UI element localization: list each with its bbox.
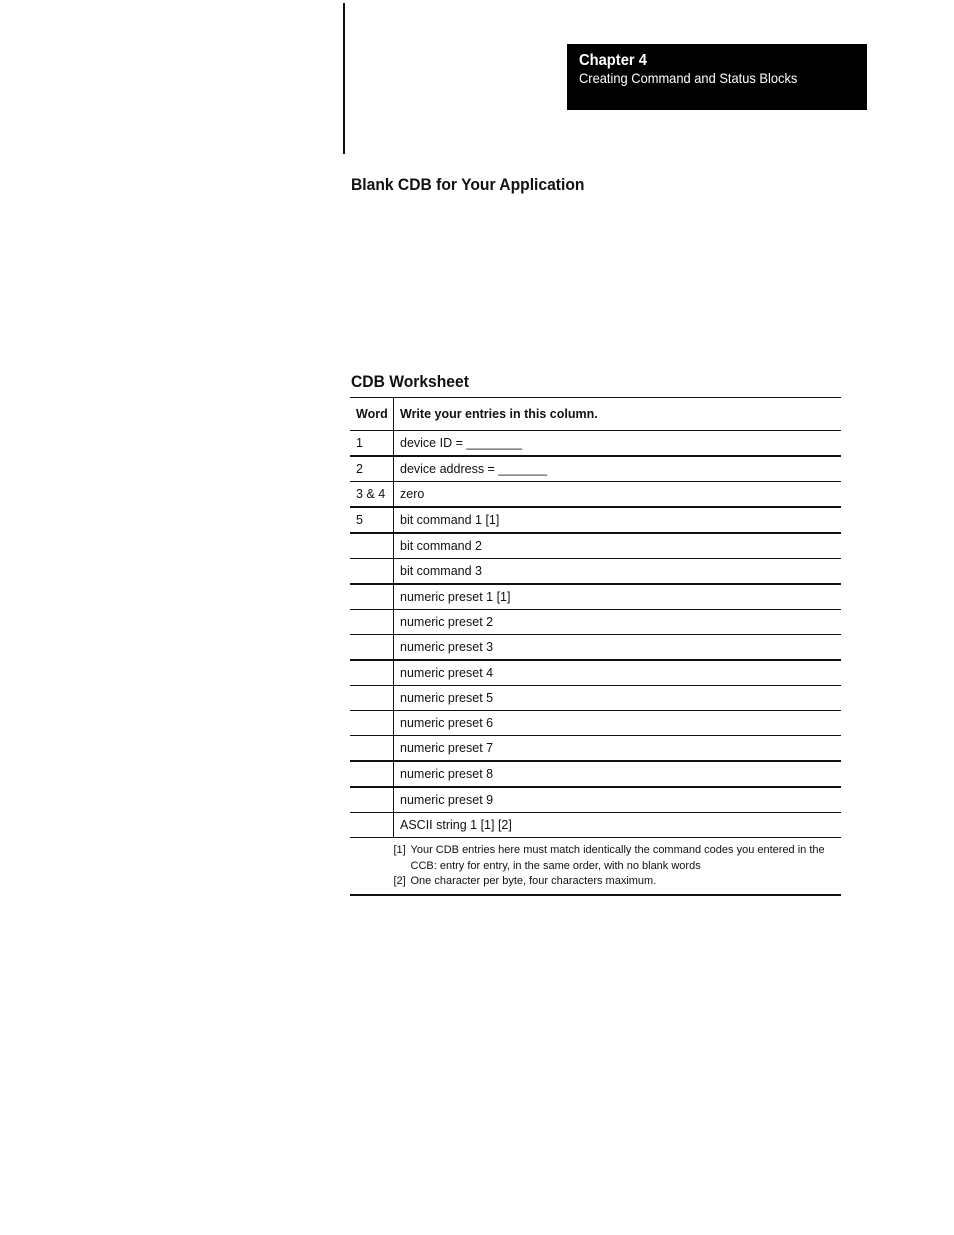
word-cell: 3 & 4: [350, 482, 394, 508]
footnote-text: One character per byte, four characters maximum.: [410, 875, 657, 887]
footnotes: [394, 838, 842, 895]
entry-cell: zero: [394, 482, 842, 508]
entry-cell: numeric preset 6: [394, 711, 842, 736]
entry-cell: numeric preset 7: [394, 736, 842, 762]
table-row: [350, 635, 841, 661]
table-row: [350, 610, 841, 635]
chapter-subtitle: Creating Command and Status Blocks: [579, 70, 798, 86]
entry-cell: numeric preset 1 [1]: [394, 584, 842, 610]
word-cell: 5: [350, 507, 394, 533]
table-row: [350, 584, 841, 610]
word-cell: 2: [350, 456, 394, 482]
word-cell: [350, 686, 394, 711]
word-cell: [350, 813, 394, 838]
entry-cell: numeric preset 3: [394, 635, 842, 661]
table-row: [350, 559, 841, 585]
chapter-header: [567, 44, 867, 110]
worksheet-title: CDB Worksheet: [351, 372, 469, 391]
table-row: [350, 456, 841, 482]
section-title: Blank CDB for Your Application: [351, 175, 585, 194]
word-cell: [350, 660, 394, 686]
table-row: [350, 736, 841, 762]
table-row: [350, 813, 841, 838]
cdb-worksheet-table: [350, 397, 841, 896]
chapter-number: Chapter 4: [579, 52, 647, 69]
entry-cell: bit command 3: [394, 559, 842, 585]
table-row: [350, 482, 841, 508]
word-cell: [350, 559, 394, 585]
entry-cell: bit command 2: [394, 533, 842, 559]
table-row: [350, 507, 841, 533]
footnote-marker: [1]: [393, 844, 406, 856]
word-cell: 1: [350, 431, 394, 457]
footnotes-spacer: [350, 838, 394, 895]
footnote-marker: [2]: [393, 875, 406, 887]
word-cell: [350, 610, 394, 635]
footnote: [394, 874, 842, 890]
word-cell: [350, 787, 394, 813]
entry-cell: numeric preset 8: [394, 761, 842, 787]
entry-cell: numeric preset 2: [394, 610, 842, 635]
table-row: [350, 711, 841, 736]
table-row: [350, 660, 841, 686]
entry-cell: device ID = ________: [394, 431, 842, 457]
word-cell: [350, 584, 394, 610]
table-row: [350, 431, 841, 457]
word-cell: [350, 736, 394, 762]
entry-cell: numeric preset 5: [394, 686, 842, 711]
word-cell: [350, 761, 394, 787]
column-header-word: Word: [350, 398, 394, 431]
footnote-text: Your CDB entries here must match identically the command codes you entered in the CCB: entry for entry, in the same order, with no blank words: [410, 844, 825, 872]
entry-cell: device address = _______: [394, 456, 842, 482]
entry-cell: ASCII string 1 [1] [2]: [394, 813, 842, 838]
word-cell: [350, 635, 394, 661]
entry-cell: bit command 1 [1]: [394, 507, 842, 533]
footnote: [394, 843, 842, 874]
footnotes-row: [350, 838, 841, 895]
table-row: [350, 686, 841, 711]
word-cell: [350, 711, 394, 736]
table-row: [350, 787, 841, 813]
entry-cell: numeric preset 9: [394, 787, 842, 813]
table-row: [350, 533, 841, 559]
margin-rule: [343, 3, 345, 154]
word-cell: [350, 533, 394, 559]
entry-cell: numeric preset 4: [394, 660, 842, 686]
column-header-entries: Write your entries in this column.: [394, 398, 842, 431]
table-row: [350, 761, 841, 787]
table-header-row: [350, 398, 841, 431]
